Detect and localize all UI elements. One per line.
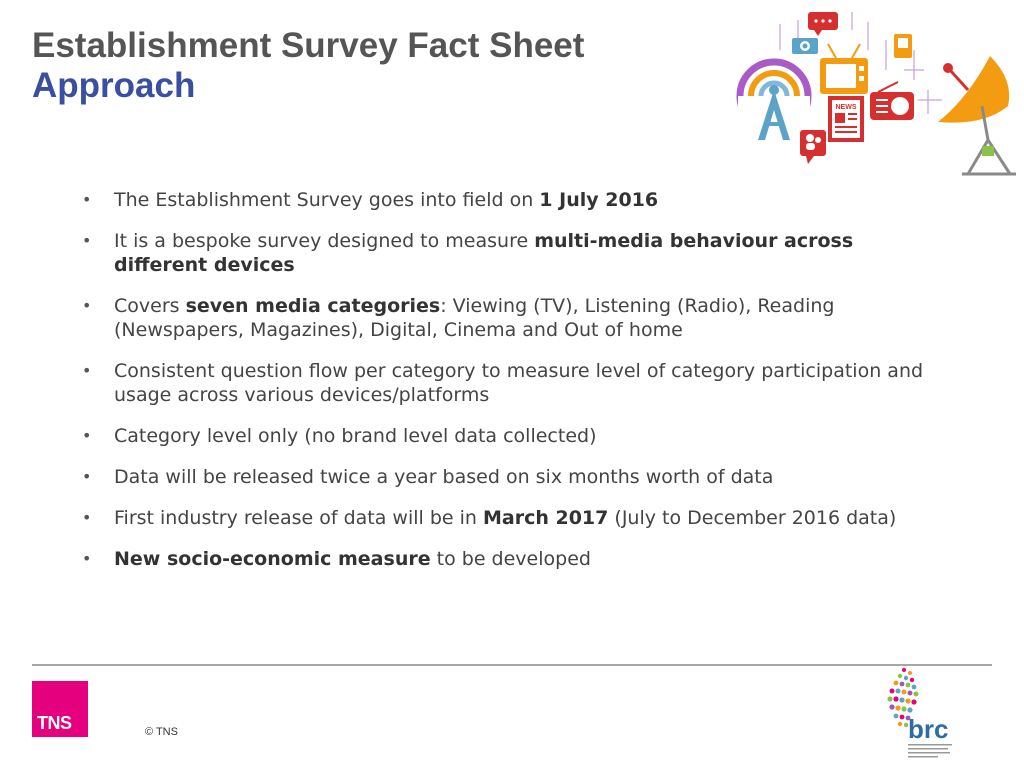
- bullet-text: The Establishment Survey goes into field on: [114, 189, 540, 211]
- bullet-text: First industry release of data will be in: [114, 507, 483, 529]
- brc-logo: [880, 664, 970, 764]
- bullet-item: [82, 188, 932, 212]
- satellite-dish-icon: [938, 56, 1016, 174]
- bullet-text: : Viewing (TV), Listening (Radio), Reading (Newspapers, Magazines), Digital, Cinema and Out of home: [114, 295, 835, 341]
- bullet-bold-text: 1 July 2016: [539, 189, 659, 211]
- copyright-text: © TNS: [145, 726, 178, 738]
- bullet-item: [82, 547, 932, 571]
- people-icon: [800, 130, 826, 156]
- title-line-2: Approach: [32, 66, 196, 105]
- bullet-text: Covers: [114, 295, 186, 317]
- bullet-text: to be developed: [430, 548, 591, 570]
- bullet-bold-text: seven media categories: [185, 295, 441, 317]
- title-line-1: Establishment Survey Fact Sheet: [32, 26, 585, 65]
- bullet-item: [82, 424, 932, 448]
- bullet-list: [82, 188, 932, 588]
- bullet-text: It is a bespoke survey designed to measure: [114, 230, 535, 252]
- bullet-text: (July to December 2016 data): [608, 507, 897, 529]
- svg-text:NEWS: NEWS: [835, 104, 857, 111]
- tns-logo-text: TNS: [37, 713, 72, 733]
- brc-logo-text: brc: [908, 714, 949, 744]
- bullet-text: Consistent question flow per category to measure level of category participation and usage across various devices/platforms: [114, 360, 924, 406]
- bullet-item: [82, 294, 932, 342]
- bullet-item: [82, 229, 932, 277]
- bullet-text: Data will be released twice a year based on six months worth of data: [114, 466, 774, 488]
- bullet-item: [82, 359, 932, 407]
- bullet-text: Category level only (no brand level data collected): [114, 425, 597, 447]
- bullet-bold-text: multi-media behaviour across different devices: [114, 230, 854, 276]
- tns-logo: [32, 681, 88, 737]
- bullet-bold-text: March 2017: [482, 507, 609, 529]
- footer-divider: [32, 664, 992, 666]
- bullet-item: [82, 506, 932, 530]
- bullet-bold-text: New socio-economic measure: [114, 548, 431, 570]
- media-illustration: [728, 10, 1020, 180]
- bullet-item: [82, 465, 932, 489]
- slide-title: [32, 26, 584, 106]
